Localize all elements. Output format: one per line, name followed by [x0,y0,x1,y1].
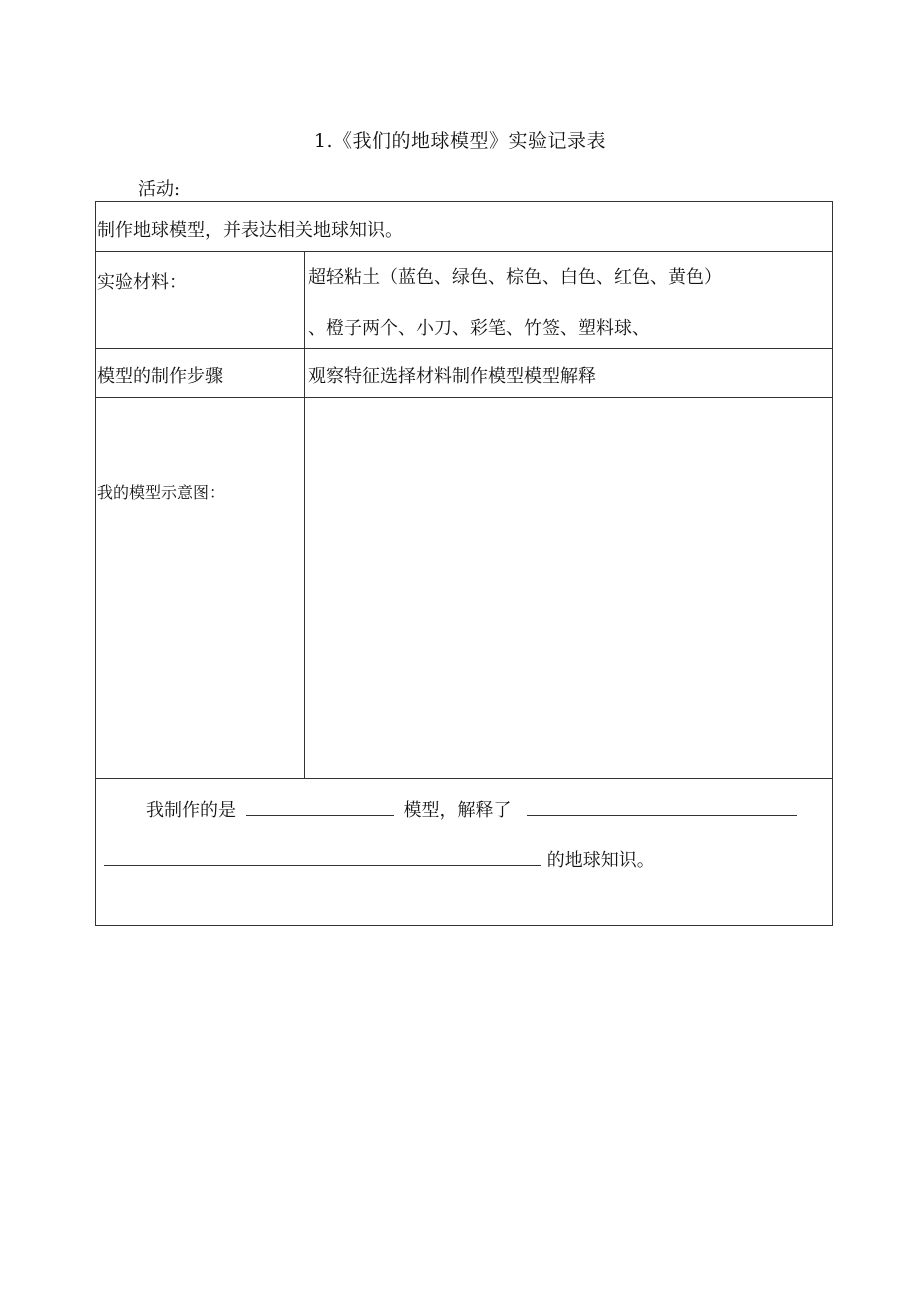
diagram-label: 我的模型示意图： [97,483,226,502]
conclusion-line-2 [104,846,655,872]
knowledge-blank[interactable] [104,847,541,866]
row-divider [96,397,832,398]
materials-line-1: 超轻粘土（蓝色、绿色、棕色、白色、红色、黄色） [308,267,722,288]
conclusion-text-part-1: 我制作的是 [146,800,236,821]
steps-value: 观察特征选择材料制作模型模型解释 [308,366,596,387]
conclusion-text-part-2: 模型，解释了 [403,800,512,821]
materials-label: 实验材料： [97,272,187,293]
conclusion-line-1 [146,796,797,822]
row-divider [96,251,832,252]
row-divider [96,348,832,349]
column-divider [304,251,305,778]
record-table [95,201,833,926]
row-divider [96,778,832,779]
model-name-blank[interactable] [246,797,394,816]
activity-label: 活动: [138,179,181,200]
explanation-blank[interactable] [527,797,797,816]
materials-line-2: 、橙子两个、小刀、彩笔、竹签、塑料球、 [308,318,650,339]
steps-label: 模型的制作步骤 [97,366,223,387]
page-title: 1.《我们的地球模型》实验记录表 [313,130,607,152]
conclusion-text-part-3: 的地球知识。 [546,850,655,871]
diagram-drawing-area[interactable] [306,399,832,777]
task-description: 制作地球模型，并表达相关地球知识。 [97,220,403,241]
